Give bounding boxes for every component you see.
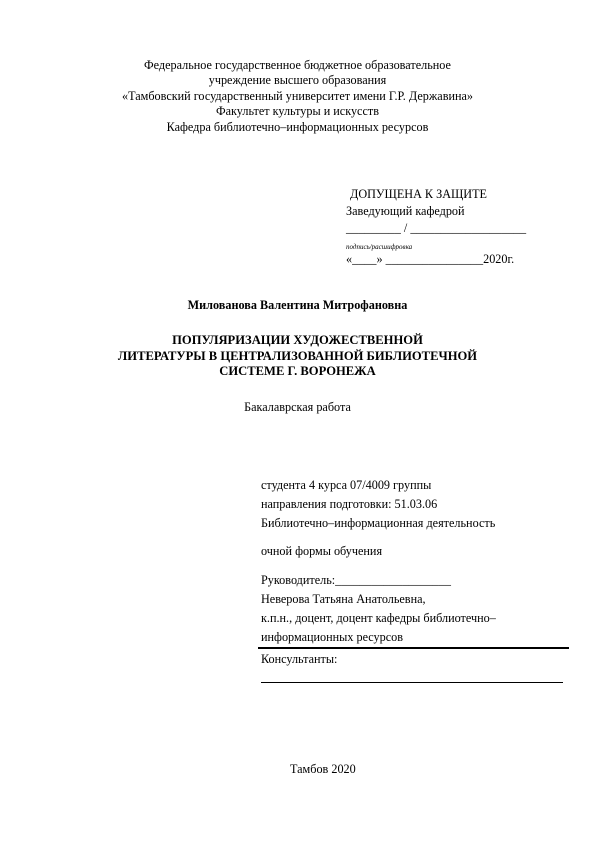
study-form: очной формы обучения [261,544,383,558]
supervisor-name: Неверова Татьяна Анатольевна, [261,592,426,606]
thesis-title-line-1: ПОПУЛЯРИЗАЦИИ ХУДОЖЕСТВЕННОЙ [172,333,423,347]
approval-role: Заведующий кафедрой [346,204,465,218]
approval-date-line: «____» ________________2020г. [346,252,515,266]
author-name: Милованова Валентина Митрофановна [187,298,408,312]
supervisor-position-1: к.п.н., доцент, доцент кафедры библиотечно– [261,611,496,625]
thesis-title-line-3: СИСТЕМЕ Г. ВОРОНЕЖА [219,364,376,378]
supervisor-label: Руководитель:___________________ [261,573,451,587]
work-type: Бакалаврская работа [244,400,351,414]
department-name: Кафедра библиотечно–информационных ресурсов [166,120,429,134]
study-direction: направления подготовки: 51.03.06 [261,497,438,511]
institution-line-1: Федеральное государственное бюджетное образовательное [144,58,451,72]
signature-caption: подпись/расшифровка [346,243,413,251]
student-course-group: студента 4 курса 07/4009 группы [261,478,432,492]
thesis-title-line-2: ЛИТЕРАТУРЫ В ЦЕНТРАЛИЗОВАННОЙ БИБЛИОТЕЧНОЙ [117,349,478,363]
consultants-underline [261,682,563,683]
divider-line [258,647,569,649]
study-direction-name: Библиотечно–информационная деятельность [261,516,496,530]
institution-line-2: учреждение высшего образования [208,73,387,87]
approval-signature-line: _________ / ___________________ [346,221,527,235]
city-year: Тамбов 2020 [290,762,356,776]
faculty-name: Факультет культуры и искусств [216,104,379,118]
approval-heading: ДОПУЩЕНА К ЗАЩИТЕ [350,187,488,201]
university-name: «Тамбовский государственный университет имени Г.Р. Державина» [121,89,474,103]
consultants-label: Консультанты: [261,652,338,666]
supervisor-position-2: информационных ресурсов [261,630,403,644]
